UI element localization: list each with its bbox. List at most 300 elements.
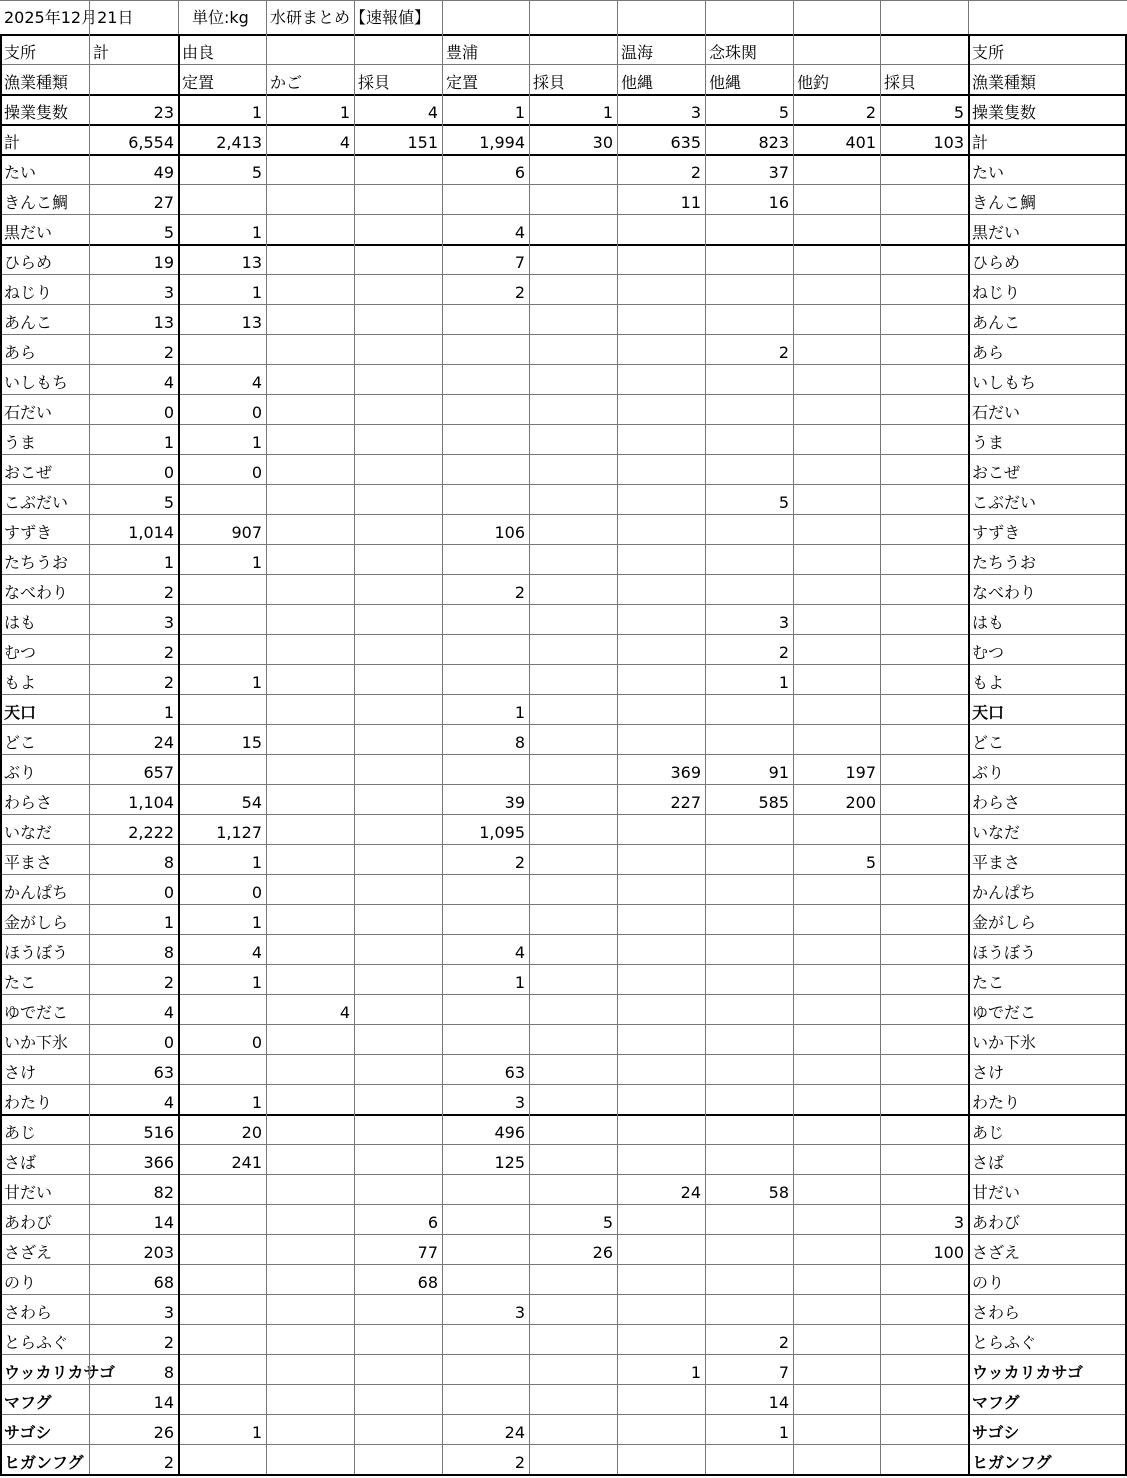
table-cell: [442, 195, 529, 213]
table-cell: [266, 615, 354, 633]
table-cell: [529, 285, 617, 303]
table-cell: [793, 345, 880, 363]
table-cell: [529, 765, 617, 783]
table-cell: 7: [514, 253, 525, 272]
table-cell: [266, 885, 354, 903]
grid-line: [0, 1294, 1127, 1295]
table-cell: [529, 585, 617, 603]
table-cell: 19: [153, 253, 174, 272]
grid-line: [0, 424, 1127, 425]
table-cell: [617, 1425, 705, 1443]
title-grid-line: [89, 0, 90, 34]
grid-line: [0, 664, 1127, 665]
table-cell: 20: [241, 1123, 262, 1142]
grid-line: [0, 934, 1127, 935]
column-header: [793, 45, 880, 63]
table-cell: [178, 1275, 266, 1293]
table-cell: [705, 1065, 793, 1083]
table-cell: [266, 585, 354, 603]
table-cell: [354, 885, 442, 903]
table-cell: [529, 1095, 617, 1113]
row-label: 黒だい: [4, 223, 53, 242]
table-cell: [793, 1305, 880, 1323]
table-cell: [705, 1455, 793, 1473]
table-cell: [266, 1455, 354, 1473]
table-cell: [354, 405, 442, 423]
grid-line: [0, 814, 1127, 815]
table-cell: 2: [163, 673, 174, 692]
table-cell: [617, 225, 705, 243]
table-cell: 1: [690, 1363, 701, 1382]
table-cell: [617, 945, 705, 963]
table-cell: 11: [680, 193, 701, 212]
grid-line: [968, 34, 970, 1474]
row-label-right: 金がしら: [972, 913, 1037, 932]
table-cell: 3: [514, 1093, 525, 1112]
table-cell: [617, 675, 705, 693]
table-cell: [529, 705, 617, 723]
table-cell: [705, 555, 793, 573]
row-label: 甘だい: [4, 1183, 53, 1202]
table-cell: [793, 1155, 880, 1173]
row-label-right: はも: [972, 613, 1005, 632]
row-label-right: ぶり: [972, 763, 1005, 782]
table-cell: 1: [163, 553, 174, 572]
row-label-right: ひらめ: [972, 253, 1021, 272]
table-cell: [793, 495, 880, 513]
table-cell: [705, 855, 793, 873]
table-cell: 1,104: [128, 793, 174, 812]
table-cell: [705, 1005, 793, 1023]
table-cell: 516: [143, 1123, 174, 1142]
grid-line: [0, 1414, 1127, 1415]
column-header: 採貝: [533, 73, 566, 92]
table-cell: 82: [153, 1183, 174, 1202]
column-header: [354, 45, 442, 63]
table-cell: [705, 1155, 793, 1173]
grid-line: [529, 34, 530, 1474]
table-cell: [529, 555, 617, 573]
table-cell: [705, 915, 793, 933]
table-cell: [880, 735, 968, 753]
table-cell: [354, 1005, 442, 1023]
table-cell: [793, 885, 880, 903]
table-cell: [529, 345, 617, 363]
table-cell: 241: [231, 1153, 262, 1172]
table-cell: 1: [251, 673, 262, 692]
table-cell: 5: [778, 493, 789, 512]
table-cell: 1: [251, 1423, 262, 1442]
grid-line: [0, 904, 1127, 905]
table-cell: [442, 435, 529, 453]
table-cell: 1: [251, 103, 262, 122]
table-cell: [617, 315, 705, 333]
table-cell: [354, 855, 442, 873]
table-cell: [178, 495, 266, 513]
table-cell: [617, 1155, 705, 1173]
row-label: のり: [4, 1273, 37, 1292]
grid-line: [0, 64, 1127, 65]
table-cell: [617, 885, 705, 903]
column-header: [880, 45, 968, 63]
table-cell: 0: [251, 883, 262, 902]
table-cell: [880, 645, 968, 663]
table-cell: 13: [153, 313, 174, 332]
table-cell: 4: [163, 373, 174, 392]
table-cell: [617, 495, 705, 513]
grid-line: [0, 1054, 1127, 1055]
table-cell: 5: [953, 103, 964, 122]
table-cell: [705, 975, 793, 993]
table-cell: 3: [953, 1213, 964, 1232]
grid-line: [0, 784, 1127, 785]
row-label-right: いなだ: [972, 823, 1021, 842]
table-cell: 1: [514, 703, 525, 722]
table-cell: [880, 615, 968, 633]
row-label-right: たい: [972, 163, 1005, 182]
table-cell: 2: [163, 343, 174, 362]
table-cell: [617, 1065, 705, 1083]
table-cell: 0: [163, 1033, 174, 1052]
table-cell: 24: [153, 733, 174, 752]
table-cell: [529, 225, 617, 243]
table-cell: 13: [241, 253, 262, 272]
table-cell: [354, 255, 442, 273]
table-cell: [793, 1215, 880, 1233]
row-label-right: ウッカリカサゴ: [972, 1363, 1083, 1382]
table-cell: [442, 675, 529, 693]
table-cell: [529, 885, 617, 903]
table-cell: [266, 945, 354, 963]
grid-line: [0, 514, 1127, 515]
grid-line: [0, 754, 1127, 755]
table-cell: [880, 345, 968, 363]
row-label-right: さわら: [972, 1303, 1021, 1322]
table-cell: [354, 795, 442, 813]
grid-line: [0, 334, 1127, 335]
grid-line: [0, 34, 1127, 36]
table-cell: 63: [504, 1063, 525, 1082]
column-header: 計: [93, 43, 110, 62]
table-cell: [705, 1035, 793, 1053]
table-cell: [880, 495, 968, 513]
table-cell: [529, 1065, 617, 1083]
row-label-right: ほうぼう: [972, 943, 1037, 962]
row-label-right: わたり: [972, 1093, 1021, 1112]
table-cell: [880, 915, 968, 933]
table-cell: 8: [514, 733, 525, 752]
table-cell: 0: [251, 1033, 262, 1052]
table-cell: [880, 585, 968, 603]
row-label-right: もよ: [972, 673, 1005, 692]
table-cell: 23: [153, 103, 174, 122]
table-cell: [354, 1335, 442, 1353]
column-header: 採貝: [358, 73, 391, 92]
table-cell: [354, 555, 442, 573]
table-cell: [617, 1005, 705, 1023]
table-cell: [880, 795, 968, 813]
table-cell: [442, 1395, 529, 1413]
row-label: ねじり: [4, 283, 53, 302]
row-label: おこぜ: [4, 463, 53, 482]
table-cell: [266, 405, 354, 423]
row-label-right: 操業隻数: [972, 103, 1037, 122]
table-cell: [793, 315, 880, 333]
table-cell: 68: [153, 1273, 174, 1292]
row-label: ヒガンフグ: [4, 1453, 84, 1472]
table-cell: 2,222: [128, 823, 174, 842]
table-cell: [529, 1155, 617, 1173]
table-cell: 2: [514, 853, 525, 872]
table-cell: [705, 375, 793, 393]
table-cell: [266, 525, 354, 543]
table-cell: [793, 1035, 880, 1053]
grid-line: [442, 34, 443, 1474]
table-cell: [529, 1425, 617, 1443]
table-cell: [793, 255, 880, 273]
column-header: 定置: [182, 73, 215, 92]
table-cell: [354, 735, 442, 753]
table-cell: [529, 825, 617, 843]
table-cell: [617, 375, 705, 393]
grid-line: [0, 1474, 1127, 1476]
table-cell: [705, 315, 793, 333]
title-grid-line: [880, 0, 881, 34]
table-cell: [617, 915, 705, 933]
table-cell: [266, 375, 354, 393]
grid-line: [705, 34, 706, 1474]
table-cell: 4: [514, 223, 525, 242]
report-date: 2025年12月21日: [4, 8, 134, 27]
table-cell: [793, 465, 880, 483]
table-cell: [354, 975, 442, 993]
table-cell: 585: [758, 793, 789, 812]
table-cell: 103: [933, 133, 964, 152]
table-cell: [354, 1035, 442, 1053]
table-cell: [354, 285, 442, 303]
table-cell: 657: [143, 763, 174, 782]
row-label-right: マフグ: [972, 1393, 1020, 1412]
row-label-right: むつ: [972, 643, 1005, 662]
table-cell: [617, 1215, 705, 1233]
table-cell: 3: [163, 613, 174, 632]
table-cell: [442, 405, 529, 423]
table-cell: [793, 1425, 880, 1443]
table-cell: [266, 735, 354, 753]
table-cell: [442, 375, 529, 393]
row-label: 操業隻数: [4, 103, 69, 122]
row-label-right: あわび: [972, 1213, 1021, 1232]
table-cell: [178, 1185, 266, 1203]
row-label: 石だい: [4, 403, 53, 422]
grid-line: [0, 34, 2, 1474]
table-cell: [354, 1395, 442, 1413]
row-label-right: 甘だい: [972, 1183, 1021, 1202]
row-label: ひらめ: [4, 253, 53, 272]
grid-line: [354, 34, 355, 1474]
row-label-right: いか下氷: [972, 1033, 1037, 1052]
table-cell: [354, 525, 442, 543]
table-cell: [793, 705, 880, 723]
grid-line: [0, 994, 1127, 995]
table-cell: [266, 285, 354, 303]
table-cell: [793, 1455, 880, 1473]
table-cell: [793, 1065, 880, 1083]
row-label-right: 天口: [972, 703, 1005, 722]
grid-line: [0, 574, 1127, 575]
row-label: たこ: [4, 973, 37, 992]
table-cell: [705, 405, 793, 423]
table-cell: [354, 765, 442, 783]
table-cell: [354, 1305, 442, 1323]
table-cell: [266, 165, 354, 183]
table-cell: [354, 675, 442, 693]
table-cell: 2: [514, 283, 525, 302]
table-cell: [354, 1365, 442, 1383]
table-cell: 2: [514, 1453, 525, 1472]
grid-line: [0, 874, 1127, 875]
table-cell: [880, 555, 968, 573]
table-cell: [178, 1305, 266, 1323]
grid-line: [0, 1114, 1127, 1116]
table-cell: [442, 1275, 529, 1293]
table-cell: 0: [163, 883, 174, 902]
table-cell: [529, 405, 617, 423]
title-grid-line: [968, 0, 969, 34]
grid-line: [0, 214, 1127, 215]
table-cell: [617, 285, 705, 303]
grid-line: [0, 154, 1127, 156]
table-cell: [880, 465, 968, 483]
table-cell: [529, 255, 617, 273]
table-cell: [442, 1335, 529, 1353]
table-cell: [793, 285, 880, 303]
table-cell: 100: [933, 1243, 964, 1262]
row-label-right: きんこ鯛: [972, 193, 1037, 212]
table-cell: 37: [768, 163, 789, 182]
table-cell: [354, 1065, 442, 1083]
table-cell: 2: [163, 973, 174, 992]
table-cell: [529, 975, 617, 993]
table-cell: [529, 915, 617, 933]
table-cell: 227: [670, 793, 701, 812]
title-grid-line: [354, 0, 355, 34]
table-cell: [266, 255, 354, 273]
column-header: 念珠関: [709, 43, 758, 62]
table-cell: 1,014: [128, 523, 174, 542]
table-cell: [266, 345, 354, 363]
title-top-border: [0, 0, 1127, 1]
column-header: 由良: [182, 43, 215, 62]
table-cell: [266, 1155, 354, 1173]
table-cell: 6: [427, 1213, 438, 1232]
row-label: あわび: [4, 1213, 53, 1232]
column-header: 温海: [621, 43, 654, 62]
table-cell: [529, 315, 617, 333]
table-cell: [793, 735, 880, 753]
row-label-right: とらふぐ: [972, 1333, 1037, 1352]
table-cell: [266, 1185, 354, 1203]
grid-line: [178, 34, 180, 1474]
report-title: 水研まとめ【速報値】: [270, 8, 431, 27]
table-cell: [266, 915, 354, 933]
grid-line: [0, 124, 1127, 126]
table-cell: [266, 1335, 354, 1353]
table-cell: 2: [163, 643, 174, 662]
table-cell: [617, 1275, 705, 1293]
row-label: わたり: [4, 1093, 53, 1112]
table-cell: [880, 1065, 968, 1083]
table-cell: [354, 1095, 442, 1113]
grid-line: [0, 544, 1127, 545]
table-cell: [617, 555, 705, 573]
table-cell: 4: [339, 1003, 350, 1022]
table-cell: 49: [153, 163, 174, 182]
grid-line: [0, 1234, 1127, 1235]
table-cell: [266, 1035, 354, 1053]
table-cell: 1: [251, 973, 262, 992]
table-cell: [880, 975, 968, 993]
table-cell: [529, 1125, 617, 1143]
table-cell: 151: [407, 133, 438, 152]
table-cell: [617, 705, 705, 723]
row-label: 平まさ: [4, 853, 53, 872]
table-cell: [880, 225, 968, 243]
table-cell: [529, 525, 617, 543]
table-cell: [178, 195, 266, 213]
table-cell: [266, 1425, 354, 1443]
table-cell: [793, 1245, 880, 1263]
table-cell: 1: [163, 433, 174, 452]
column-header: 他釣: [797, 73, 830, 92]
row-label: 金がしら: [4, 913, 69, 932]
table-cell: 6: [514, 163, 525, 182]
table-cell: 2: [163, 1333, 174, 1352]
table-cell: [266, 675, 354, 693]
table-cell: [705, 525, 793, 543]
table-cell: [529, 645, 617, 663]
table-cell: [705, 255, 793, 273]
table-cell: [617, 1395, 705, 1413]
table-cell: 823: [758, 133, 789, 152]
grid-line: [0, 1144, 1127, 1145]
table-cell: [705, 945, 793, 963]
table-cell: [178, 615, 266, 633]
table-cell: [529, 495, 617, 513]
table-cell: [178, 705, 266, 723]
table-cell: [880, 285, 968, 303]
title-grid-line: [442, 0, 443, 34]
table-cell: [617, 1245, 705, 1263]
row-label-right: さば: [972, 1153, 1005, 1172]
table-cell: 24: [680, 1183, 701, 1202]
grid-line: [0, 964, 1127, 965]
table-cell: 200: [845, 793, 876, 812]
table-cell: 1: [339, 103, 350, 122]
grid-line: [0, 1264, 1127, 1265]
table-cell: [442, 1245, 529, 1263]
table-cell: [266, 315, 354, 333]
table-cell: [880, 825, 968, 843]
table-cell: [880, 885, 968, 903]
table-cell: 401: [845, 133, 876, 152]
row-label-right: すずき: [972, 523, 1021, 542]
grid-line: [0, 1024, 1127, 1025]
table-cell: [354, 1455, 442, 1473]
grid-line: [0, 1324, 1127, 1325]
table-cell: 7: [778, 1363, 789, 1382]
table-cell: [442, 1185, 529, 1203]
